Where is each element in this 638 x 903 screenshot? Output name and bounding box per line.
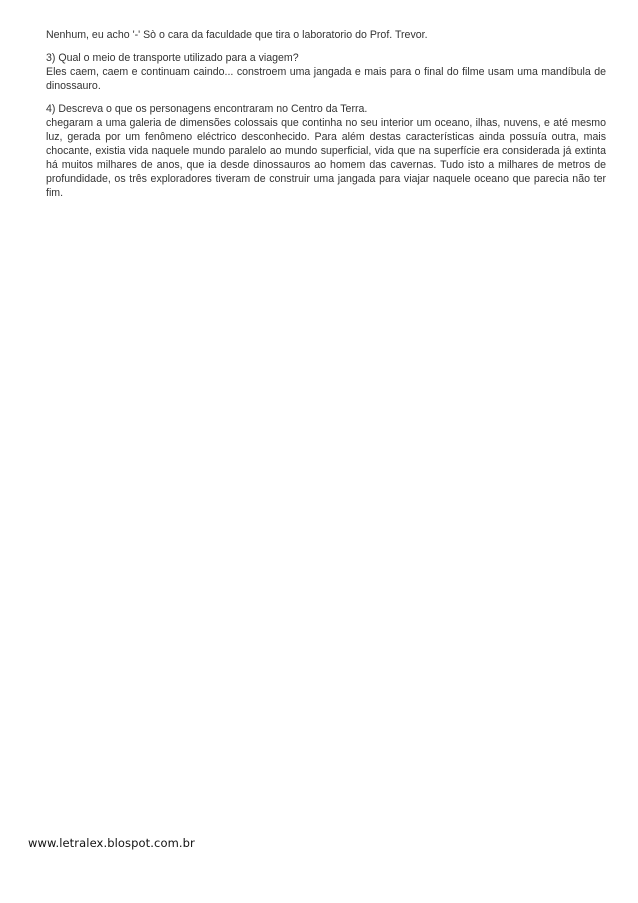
question-3-text: 3) Qual o meio de transporte utilizado para a viagem?: [46, 52, 299, 64]
footer-url: www.letralex.blospot.com.br: [28, 836, 195, 850]
answer-text: Nenhum, eu acho '-' Sò o cara da faculdade que tira o laboratorio do Prof. Trevor.: [46, 29, 428, 41]
question-3-block: [46, 51, 606, 93]
answer-4-text: chegaram a uma galeria de dimensões colossais que continha no seu interior um oceano, ilhas, nuvens, e até mesmo luz, gerada por um fenômeno eléctrico desconhecido. Para além destas características ainda possuía outra, mais chocante, existia vida naquele mundo paralelo ao mundo superficial, vida que na superfície era considerada já extinta há muitos milhares de anos, que ia desde dinossauros ao homem das cavernas. Tudo isto a milhares de metros de profundidade, os três exploradores tiveram de construir uma jangada para viajar naquele oceano que parecia não ter fim.: [46, 117, 606, 199]
answer-3-text: Eles caem, caem e continuam caindo... constroem uma jangada e mais para o final do filme usam uma mandíbula de dinossauro.: [46, 66, 606, 92]
question-4-text: 4) Descreva o que os personagens encontraram no Centro da Terra.: [46, 103, 368, 115]
paragraph-answer-2: [46, 28, 606, 42]
question-4-block: [46, 102, 606, 200]
document-body: [46, 28, 606, 209]
